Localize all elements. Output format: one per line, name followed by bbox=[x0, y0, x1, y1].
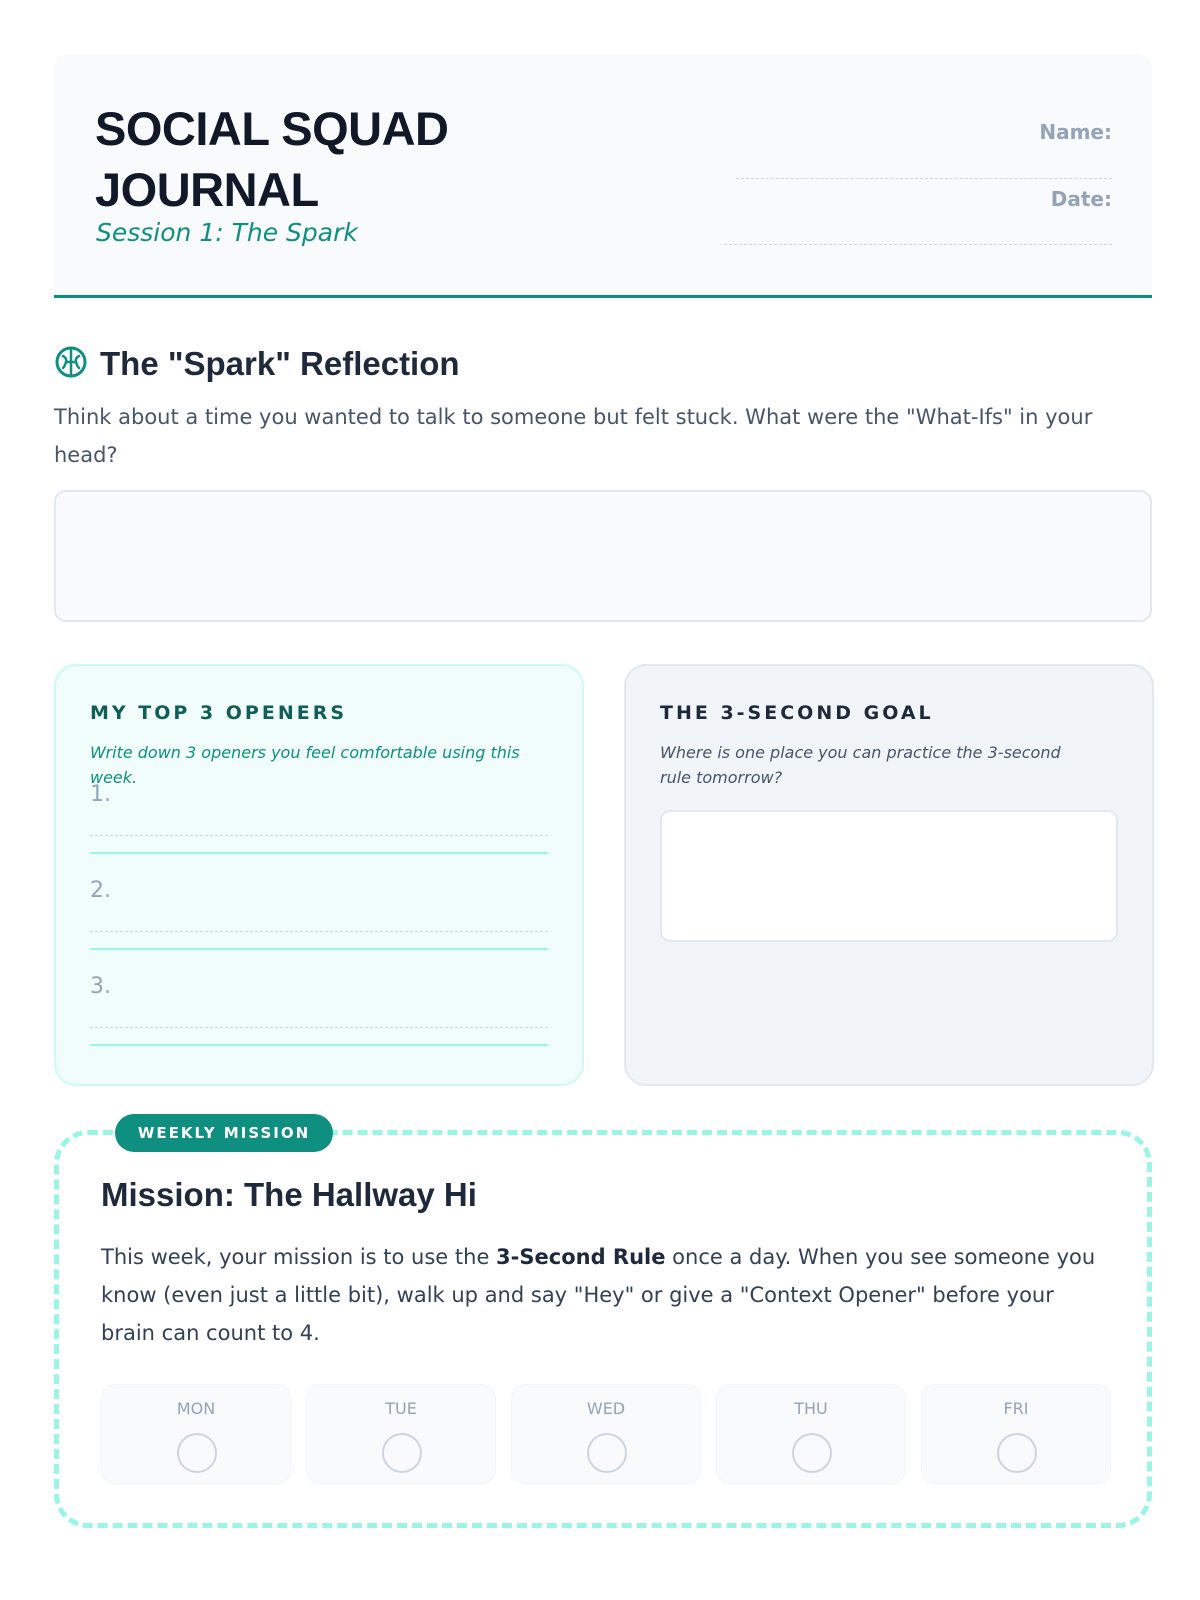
journal-header bbox=[54, 54, 1152, 298]
reflection-title: The "Spark" Reflection bbox=[100, 345, 460, 382]
day-checkbox[interactable] bbox=[587, 1433, 627, 1473]
reflection-answer-box[interactable] bbox=[54, 490, 1152, 622]
day-tracker-fri bbox=[921, 1384, 1111, 1484]
reflection-heading bbox=[54, 340, 460, 388]
day-label: THU bbox=[794, 1399, 828, 1418]
opener-number: 1. bbox=[90, 782, 111, 807]
mission-title: Mission: The Hallway Hi bbox=[101, 1176, 477, 1213]
day-tracker-thu bbox=[716, 1384, 906, 1484]
date-label: Date: bbox=[1050, 187, 1112, 211]
day-checkbox[interactable] bbox=[997, 1433, 1037, 1473]
opener-3-divider bbox=[90, 1044, 548, 1046]
openers-card bbox=[54, 664, 584, 1086]
openers-heading: MY TOP 3 OPENERS bbox=[90, 702, 348, 724]
goal-heading: THE 3-SECOND GOAL bbox=[660, 702, 934, 724]
day-label: MON bbox=[176, 1399, 216, 1418]
mission-badge: WEEKLY MISSION bbox=[115, 1114, 333, 1152]
reflection-prompt: Think about a time you wanted to talk to someone but felt stuck. What were the "What-Ifs" in your head? bbox=[54, 405, 1093, 467]
opener-number: 2. bbox=[90, 878, 111, 903]
day-tracker-tue bbox=[306, 1384, 496, 1484]
mission-description: This week, your mission is to use the 3-Second Rule once a day. When you see someone you know (even just a little bit), walk up and say "Hey" or give a "Context Opener" before your brain can count to 4. bbox=[101, 1245, 1096, 1345]
mission-rule-highlight: 3-Second Rule bbox=[496, 1245, 666, 1269]
name-field[interactable] bbox=[736, 178, 1112, 179]
day-tracker-wed bbox=[511, 1384, 701, 1484]
opener-2-divider bbox=[90, 948, 548, 950]
goal-card bbox=[624, 664, 1154, 1086]
openers-hint: Write down 3 openers you feel comfortable using this week. bbox=[90, 743, 520, 787]
day-tracker-mon bbox=[101, 1384, 291, 1484]
session-subtitle: Session 1: The Spark bbox=[96, 218, 358, 247]
opener-1-divider bbox=[90, 852, 548, 854]
opener-2-line[interactable] bbox=[90, 931, 548, 932]
goal-answer-box[interactable] bbox=[660, 810, 1118, 942]
day-label: WED bbox=[586, 1399, 626, 1418]
brain-icon bbox=[54, 345, 88, 383]
journal-title: SOCIAL SQUAD JOURNAL bbox=[95, 102, 449, 216]
day-label: FRI bbox=[1003, 1399, 1029, 1418]
day-checkbox[interactable] bbox=[792, 1433, 832, 1473]
date-field[interactable] bbox=[724, 244, 1112, 245]
opener-3-line[interactable] bbox=[90, 1027, 548, 1028]
day-checkbox[interactable] bbox=[177, 1433, 217, 1473]
day-label: TUE bbox=[385, 1399, 417, 1418]
goal-hint: Where is one place you can practice the 3-second rule tomorrow? bbox=[660, 743, 1061, 787]
opener-1-line[interactable] bbox=[90, 835, 548, 836]
opener-number: 3. bbox=[90, 974, 111, 999]
day-checkbox[interactable] bbox=[382, 1433, 422, 1473]
name-label: Name: bbox=[1039, 120, 1112, 144]
